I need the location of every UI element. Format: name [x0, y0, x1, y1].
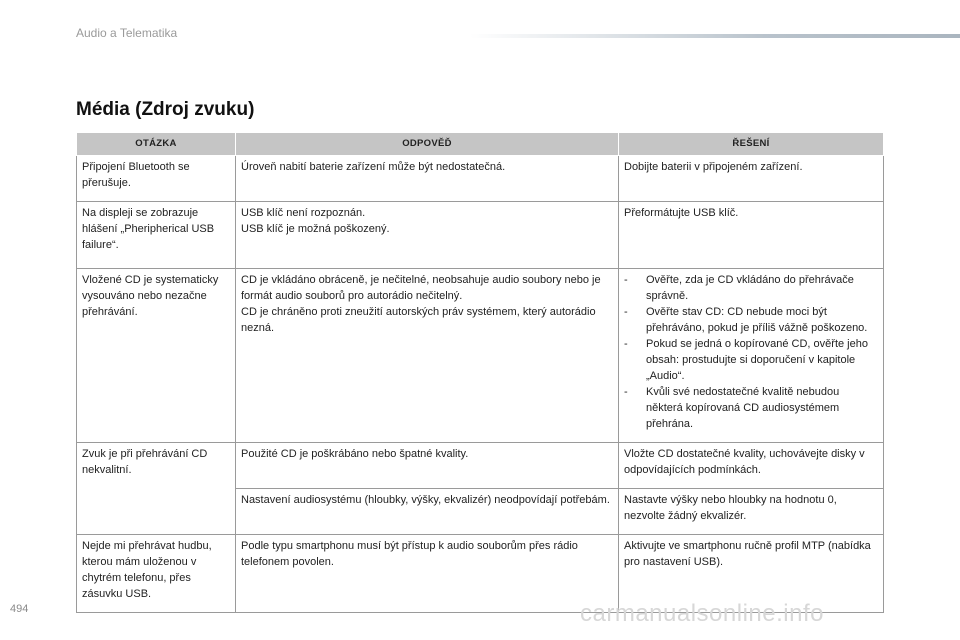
answer-line: USB klíč je možná poškozený.: [241, 223, 390, 235]
column-header-solution: ŘEŠENÍ: [619, 133, 884, 156]
table-row: [77, 443, 884, 489]
answer-cell: [236, 489, 619, 535]
answer-line: USB klíč není rozpoznán.: [241, 207, 366, 219]
solution-item: - Ověřte, zda je CD vkládáno do přehrávače správně.: [624, 272, 877, 304]
solution-cell: Vložte CD dostatečné kvality, uchovávejte disky v odpovídajících podmínkách.: [619, 443, 884, 489]
answer-line: CD je chráněno proti zneužití autorských práv systémem, který autorádio nezná.: [241, 306, 596, 334]
question-cell: Na displeji se zobrazuje hlášení „Pheripherical USB failure“.: [77, 202, 236, 269]
solution-cell: Nastavte výšky nebo hloubky na hodnotu 0, nezvolte žádný ekvalizér.: [619, 489, 884, 535]
column-header-question: OTÁZKA: [77, 133, 236, 156]
solution-cell: Aktivujte ve smartphonu ručně profil MTP (nabídka pro nastavení USB).: [619, 535, 884, 613]
solution-cell: Dobijte baterii v připojeném zařízení.: [619, 156, 884, 202]
answer-line: Nastavení audiosystému (hloubky, výšky, ekvalizér) neodpovídají potřebám.: [241, 494, 610, 506]
answer-line: Použité CD je poškrábáno nebo špatné kvality.: [241, 448, 469, 460]
question-cell: Připojení Bluetooth se přerušuje.: [77, 156, 236, 202]
solution-item: - Pokud se jedná o kopírované CD, ověřte jeho obsah: prostudujte si doporučení v kapitole „Audio“.: [624, 336, 877, 384]
solution-list: [624, 272, 877, 432]
answer-cell: [236, 202, 619, 269]
watermark: carmanualsonline.info: [580, 600, 824, 627]
question-cell: Nejde mi přehrávat hudbu, kterou mám uloženou v chytrém telefonu, přes zásuvku USB.: [77, 535, 236, 613]
answer-cell: [236, 156, 619, 202]
solution-cell: Přeformátujte USB klíč.: [619, 202, 884, 269]
header-title: Audio a Telematika: [76, 26, 178, 40]
header-divider: [470, 34, 960, 38]
solution-item: - Ověřte stav CD: CD nebude moci být přehráváno, pokud je příliš vážně poškozeno.: [624, 304, 877, 336]
troubleshooting-table: [76, 132, 884, 613]
table-row: [77, 202, 884, 269]
answer-line: Podle typu smartphonu musí být přístup k audio souborům přes rádio telefonem povolen.: [241, 540, 578, 568]
table-header-row: [77, 133, 884, 156]
table-row: [77, 269, 884, 443]
table-row: [77, 156, 884, 202]
answer-line: Úroveň nabití baterie zařízení může být nedostatečná.: [241, 161, 506, 173]
solution-item: - Kvůli své nedostatečné kvalitě nebudou některá kopírovaná CD audiosystémem přehrána.: [624, 384, 877, 432]
question-cell: Vložené CD je systematicky vysouváno nebo nezačne přehrávání.: [77, 269, 236, 443]
answer-cell: [236, 269, 619, 443]
answer-line: CD je vkládáno obráceně, je nečitelné, neobsahuje audio soubory nebo je formát audio souborů pro autorádio nečitelný.: [241, 274, 601, 302]
page-number: 494: [10, 603, 29, 615]
section-title: Média (Zdroj zvuku): [76, 99, 255, 120]
answer-cell: [236, 535, 619, 613]
solution-cell: [619, 269, 884, 443]
question-cell: Zvuk je při přehrávání CD nekvalitní.: [77, 443, 236, 535]
answer-cell: [236, 443, 619, 489]
column-header-answer: ODPOVĚĎ: [236, 133, 619, 156]
